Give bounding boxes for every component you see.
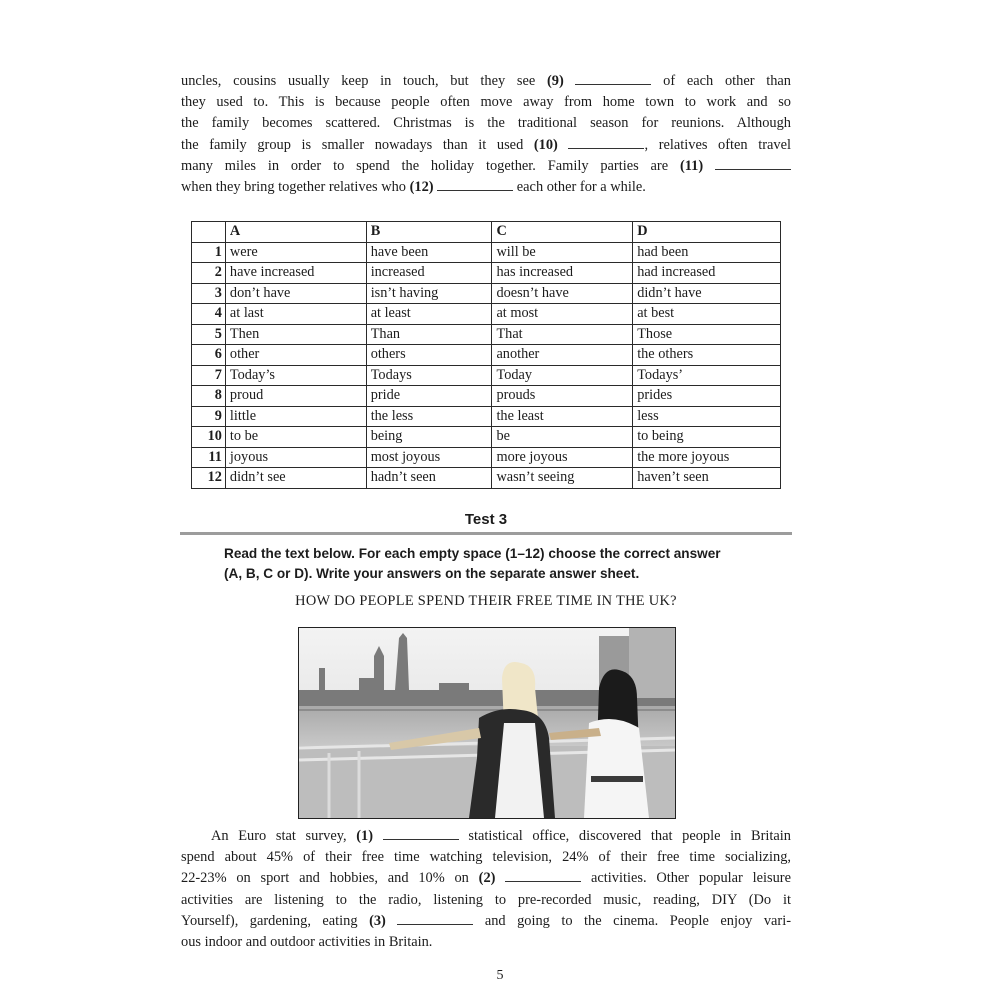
question-number: 10 [192,427,226,448]
option-cell: prouds [492,386,633,407]
question-number: 4 [192,304,226,325]
text-heading: HOW DO PEOPLE SPEND THEIR FREE TIME IN THE UK? [295,593,677,609]
option-cell: to be [225,427,366,448]
text-line: many miles in order to spend the holiday together. Family parties are (11) [181,156,791,177]
option-cell: others [366,345,492,366]
top-paragraph [181,71,791,198]
answer-blank [715,156,791,170]
instruction-line: Read the text below. For each empty space (1–12) choose the correct answer [224,546,721,561]
table-header-row [192,222,781,243]
text-line: 22-23% on sport and hobbies, and 10% on (2) activities. Other popular leisure [181,870,791,887]
option-cell: another [492,345,633,366]
text-line: ous indoor and outdoor activities in Britain. [181,934,433,951]
option-cell: had been [633,242,781,263]
option-cell: the least [492,406,633,427]
option-cell: Today’s [225,365,366,386]
option-cell: the more joyous [633,447,781,468]
column-header-d: D [633,222,781,243]
text-line: An Euro stat survey, (1) statistical office, discovered that people in Britain [211,828,792,844]
option-cell: joyous [225,447,366,468]
question-number: 1 [192,242,226,263]
option-cell: Then [225,324,366,345]
option-cell: little [225,406,366,427]
question-number: 6 [192,345,226,366]
option-cell: being [366,427,492,448]
table-row [192,447,781,468]
option-cell: isn’t having [366,283,492,304]
option-cell: increased [366,263,492,284]
question-number: 5 [192,324,226,345]
answer-blank [397,911,473,925]
question-number: 11 [192,447,226,468]
option-cell: were [225,242,366,263]
option-cell: don’t have [225,283,366,304]
option-cell: Today [492,365,633,386]
table-row [192,263,781,284]
question-number: 3 [192,283,226,304]
text-line: spend about 45% of their free time watching television, 24% of their free time socializing, [181,849,791,866]
option-cell: has increased [492,263,633,284]
option-cell: will be [492,242,633,263]
option-cell: have increased [225,263,366,284]
table-row [192,324,781,345]
text-line: the family becomes scattered. Christmas is the traditional season for reunions. Although [181,115,791,132]
bottom-paragraph [181,826,791,953]
option-cell: didn’t have [633,283,781,304]
text-line: uncles, cousins usually keep in touch, but they see (9) of each other than [181,73,791,89]
table-row [192,283,781,304]
answer-options-table [191,221,781,489]
text-line: activities are listening to the radio, listening to pre-recorded music, reading, DIY (Do it [181,891,791,908]
option-cell: at best [633,304,781,325]
question-number: 2 [192,263,226,284]
table-row [192,427,781,448]
option-cell: Todays’ [633,365,781,386]
corner-cell [192,222,226,243]
option-cell: more joyous [492,447,633,468]
london-photo [298,627,676,819]
option-cell: proud [225,386,366,407]
column-header-c: C [492,222,633,243]
table-row [192,386,781,407]
option-cell: other [225,345,366,366]
option-cell: at most [492,304,633,325]
answer-blank [383,826,459,840]
option-cell: pride [366,386,492,407]
question-number: 9 [192,406,226,427]
table-row [192,406,781,427]
option-cell: Those [633,324,781,345]
option-cell: at least [366,304,492,325]
text-line: they used to. This is because people often move away from home town to work and so [181,94,791,111]
section-divider [180,532,792,535]
option-cell: Than [366,324,492,345]
option-cell: didn’t see [225,468,366,489]
text-line: Yourself), gardening, eating (3) and going to the cinema. People enjoy vari- [181,912,791,929]
text-line: when they bring together relatives who (12) each other for a while. [181,179,646,196]
instructions [224,544,792,583]
option-cell: doesn’t have [492,283,633,304]
option-cell: prides [633,386,781,407]
option-cell: hadn’t seen [366,468,492,489]
table-row [192,242,781,263]
answer-blank [575,71,651,85]
answer-blank [568,135,644,149]
option-cell: had increased [633,263,781,284]
option-cell: to being [633,427,781,448]
option-cell: have been [366,242,492,263]
instruction-line: (A, B, C or D). Write your answers on the separate answer sheet. [224,565,640,581]
text-line: the family group is smaller nowadays than it used (10) , relatives often travel [181,136,791,153]
question-number: 7 [192,365,226,386]
column-header-b: B [366,222,492,243]
option-cell: Todays [366,365,492,386]
question-number: 12 [192,468,226,489]
answer-blank [437,177,513,191]
page-number: 5 [496,968,504,983]
option-cell: the others [633,345,781,366]
table-row [192,304,781,325]
column-header-a: A [225,222,366,243]
option-cell: most joyous [366,447,492,468]
question-number: 8 [192,386,226,407]
table-row [192,365,781,386]
option-cell: at last [225,304,366,325]
option-cell: the less [366,406,492,427]
test-title: Test 3 [464,511,508,528]
option-cell: wasn’t seeing [492,468,633,489]
option-cell: less [633,406,781,427]
table-row [192,468,781,489]
option-cell: That [492,324,633,345]
option-cell: haven’t seen [633,468,781,489]
option-cell: be [492,427,633,448]
table-row [192,345,781,366]
answer-blank [505,868,581,882]
